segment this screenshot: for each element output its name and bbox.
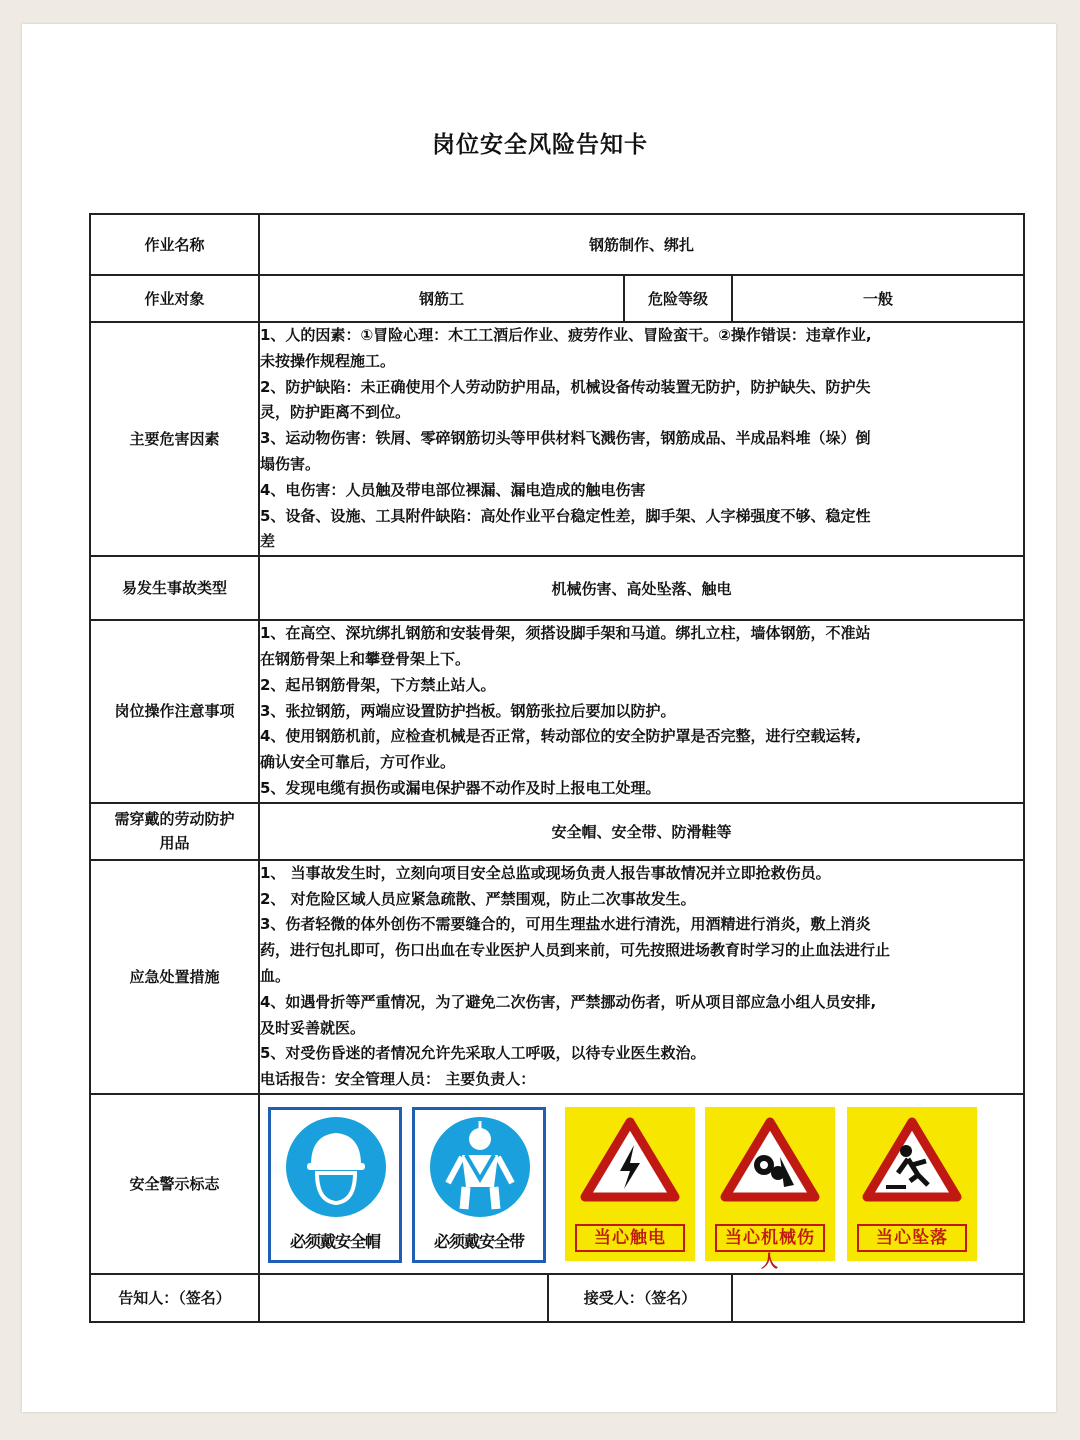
sign-caption: 当心触电 <box>575 1224 685 1252</box>
emergency-line: 2、 对危险区域人员应紧急疏散、严禁围观，防止二次事故发生。 <box>260 889 696 908</box>
ppe-label <box>90 803 259 860</box>
page-title: 岗位安全风险告知卡 <box>432 132 648 158</box>
sign-caption: 当心坠落 <box>857 1224 967 1252</box>
accident-types-label: 易发生事故类型 <box>90 556 259 620</box>
emergency-line: 电话报告：安全管理人员： 主要负责人： <box>260 1070 536 1089</box>
hazard-line: 5、设备、设施、工具附件缺陷：高处作业平台稳定性差，脚手架、人字梯强度不够、稳定性 <box>260 506 871 525</box>
accident-types-value: 机械伤害、高处坠落、触电 <box>259 556 1024 620</box>
hazard-line: 未按操作规程施工。 <box>260 351 396 370</box>
ppe-label-line: 需穿戴的劳动防护 <box>114 810 235 829</box>
emergency-line: 4、如遇骨折等严重情况，为了避免二次伤害，严禁挪动伤者，听从项目部应急小组人员安排, <box>260 992 877 1011</box>
hard-hat-icon <box>286 1117 386 1217</box>
signs-area <box>260 1095 1023 1273</box>
electric-shock-icon <box>580 1117 680 1203</box>
row-emergency <box>90 860 1024 1094</box>
risk-level-value: 一般 <box>732 275 1024 322</box>
hazard-line: 2、防护缺陷：未正确使用个人劳动防护用品，机械设备传动装置无防护，防护缺失、防护失 <box>260 377 871 396</box>
emergency-line: 血。 <box>260 966 291 985</box>
hazard-line: 塌伤害。 <box>260 454 321 473</box>
emergency-line: 5、对受伤昏迷的者情况允许先采取人工呼吸，以待专业医生救治。 <box>260 1044 706 1063</box>
emergency-line: 药，进行包扎即可，伤口出血在专业医护人员到来前，可先按照进场教育时学习的止血法进行止 <box>260 941 891 960</box>
emergency-line: 及时妥善就医。 <box>260 1018 366 1037</box>
job-object-label: 作业对象 <box>90 275 259 322</box>
sign-wear-helmet <box>268 1107 402 1263</box>
precaution-line: 1、在高空、深坑绑扎钢筋和安装骨架，须搭设脚手架和马道。绑扎立柱，墙体钢筋，不准站 <box>260 624 871 643</box>
precaution-line: 2、起吊钢筋骨架，下方禁止站人。 <box>260 675 496 694</box>
precaution-line: 4、使用钢筋机前，应检查机械是否正常，转动部位的安全防护罩是否完整，进行空载运转, <box>260 727 862 746</box>
sign-caution-machinery <box>705 1107 835 1272</box>
sign-caption: 当心机械伤人 <box>715 1224 825 1252</box>
ppe-label-line: 用品 <box>159 834 190 853</box>
hazard-line: 1、人的因素：①冒险心理：木工工酒后作业、疲劳作业、冒险蛮干。②操作错误：违章作业, <box>260 326 872 344</box>
safety-harness-icon <box>430 1117 530 1217</box>
sign-caption: 必须戴安全带 <box>433 1231 524 1251</box>
row-job-object <box>90 275 1024 322</box>
precaution-line: 3、张拉钢筋，两端应设置防护挡板。钢筋张拉后要加以防护。 <box>260 701 676 720</box>
notifier-signature-field[interactable] <box>259 1274 548 1322</box>
job-name-label: 作业名称 <box>90 214 259 275</box>
precaution-line: 确认安全可靠后，方可作业。 <box>260 753 456 772</box>
sign-caution-electric <box>565 1107 695 1261</box>
emergency-label: 应急处置措施 <box>90 860 259 1094</box>
risk-level-label: 危险等级 <box>624 275 732 322</box>
fall-hazard-icon <box>862 1117 962 1203</box>
job-object-value: 钢筋工 <box>259 275 624 322</box>
precaution-line: 5、发现电缆有损伤或漏电保护器不动作及时上报电工处理。 <box>260 778 661 797</box>
emergency-line: 1、 当事故发生时，立刻向项目安全总监或现场负责人报告事故情况并立即抢救伤员。 <box>260 863 831 882</box>
emergency-line: 3、伤者轻微的体外创伤不需要缝合的，可用生理盐水进行清洗，用酒精进行消炎，敷上消炎 <box>260 915 871 934</box>
hazard-line: 4、电伤害：人员触及带电部位裸漏、漏电造成的触电伤害 <box>260 480 646 499</box>
row-signs <box>90 1094 1024 1274</box>
ppe-value: 安全帽、安全带、防滑鞋等 <box>259 803 1024 860</box>
receiver-signature-field[interactable] <box>732 1274 1024 1322</box>
sign-caption: 必须戴安全帽 <box>289 1231 380 1251</box>
precautions-label: 岗位操作注意事项 <box>90 620 259 803</box>
precaution-line: 在钢筋骨架上和攀登骨架上下。 <box>260 649 471 668</box>
hazards-text <box>259 322 1024 556</box>
hazard-line: 灵，防护距离不到位。 <box>260 403 411 422</box>
row-hazards <box>90 322 1024 556</box>
notifier-signature-label: 告知人：（签名） <box>90 1274 259 1322</box>
hazard-line: 差 <box>260 532 276 551</box>
hazard-line: 3、运动物伤害：铁屑、零碎钢筋切头等甲供材料飞溅伤害，钢筋成品、半成品料堆（垛）倒 <box>260 429 871 448</box>
machine-injury-icon <box>720 1117 820 1203</box>
row-precautions <box>90 620 1024 803</box>
risk-notice-table <box>89 213 1025 1323</box>
signs-cell <box>259 1094 1024 1274</box>
row-job-name <box>90 214 1024 275</box>
row-accident-types <box>90 556 1024 620</box>
emergency-text <box>259 860 1024 1094</box>
hazards-label: 主要危害因素 <box>90 322 259 556</box>
row-ppe <box>90 803 1024 860</box>
job-name-value: 钢筋制作、绑扎 <box>259 214 1024 275</box>
precautions-text <box>259 620 1024 803</box>
row-signature <box>90 1274 1024 1322</box>
sign-wear-harness <box>412 1107 546 1263</box>
signs-label: 安全警示标志 <box>90 1094 259 1274</box>
sign-caution-fall <box>847 1107 977 1261</box>
receiver-signature-label: 接受人：（签名） <box>548 1274 732 1322</box>
